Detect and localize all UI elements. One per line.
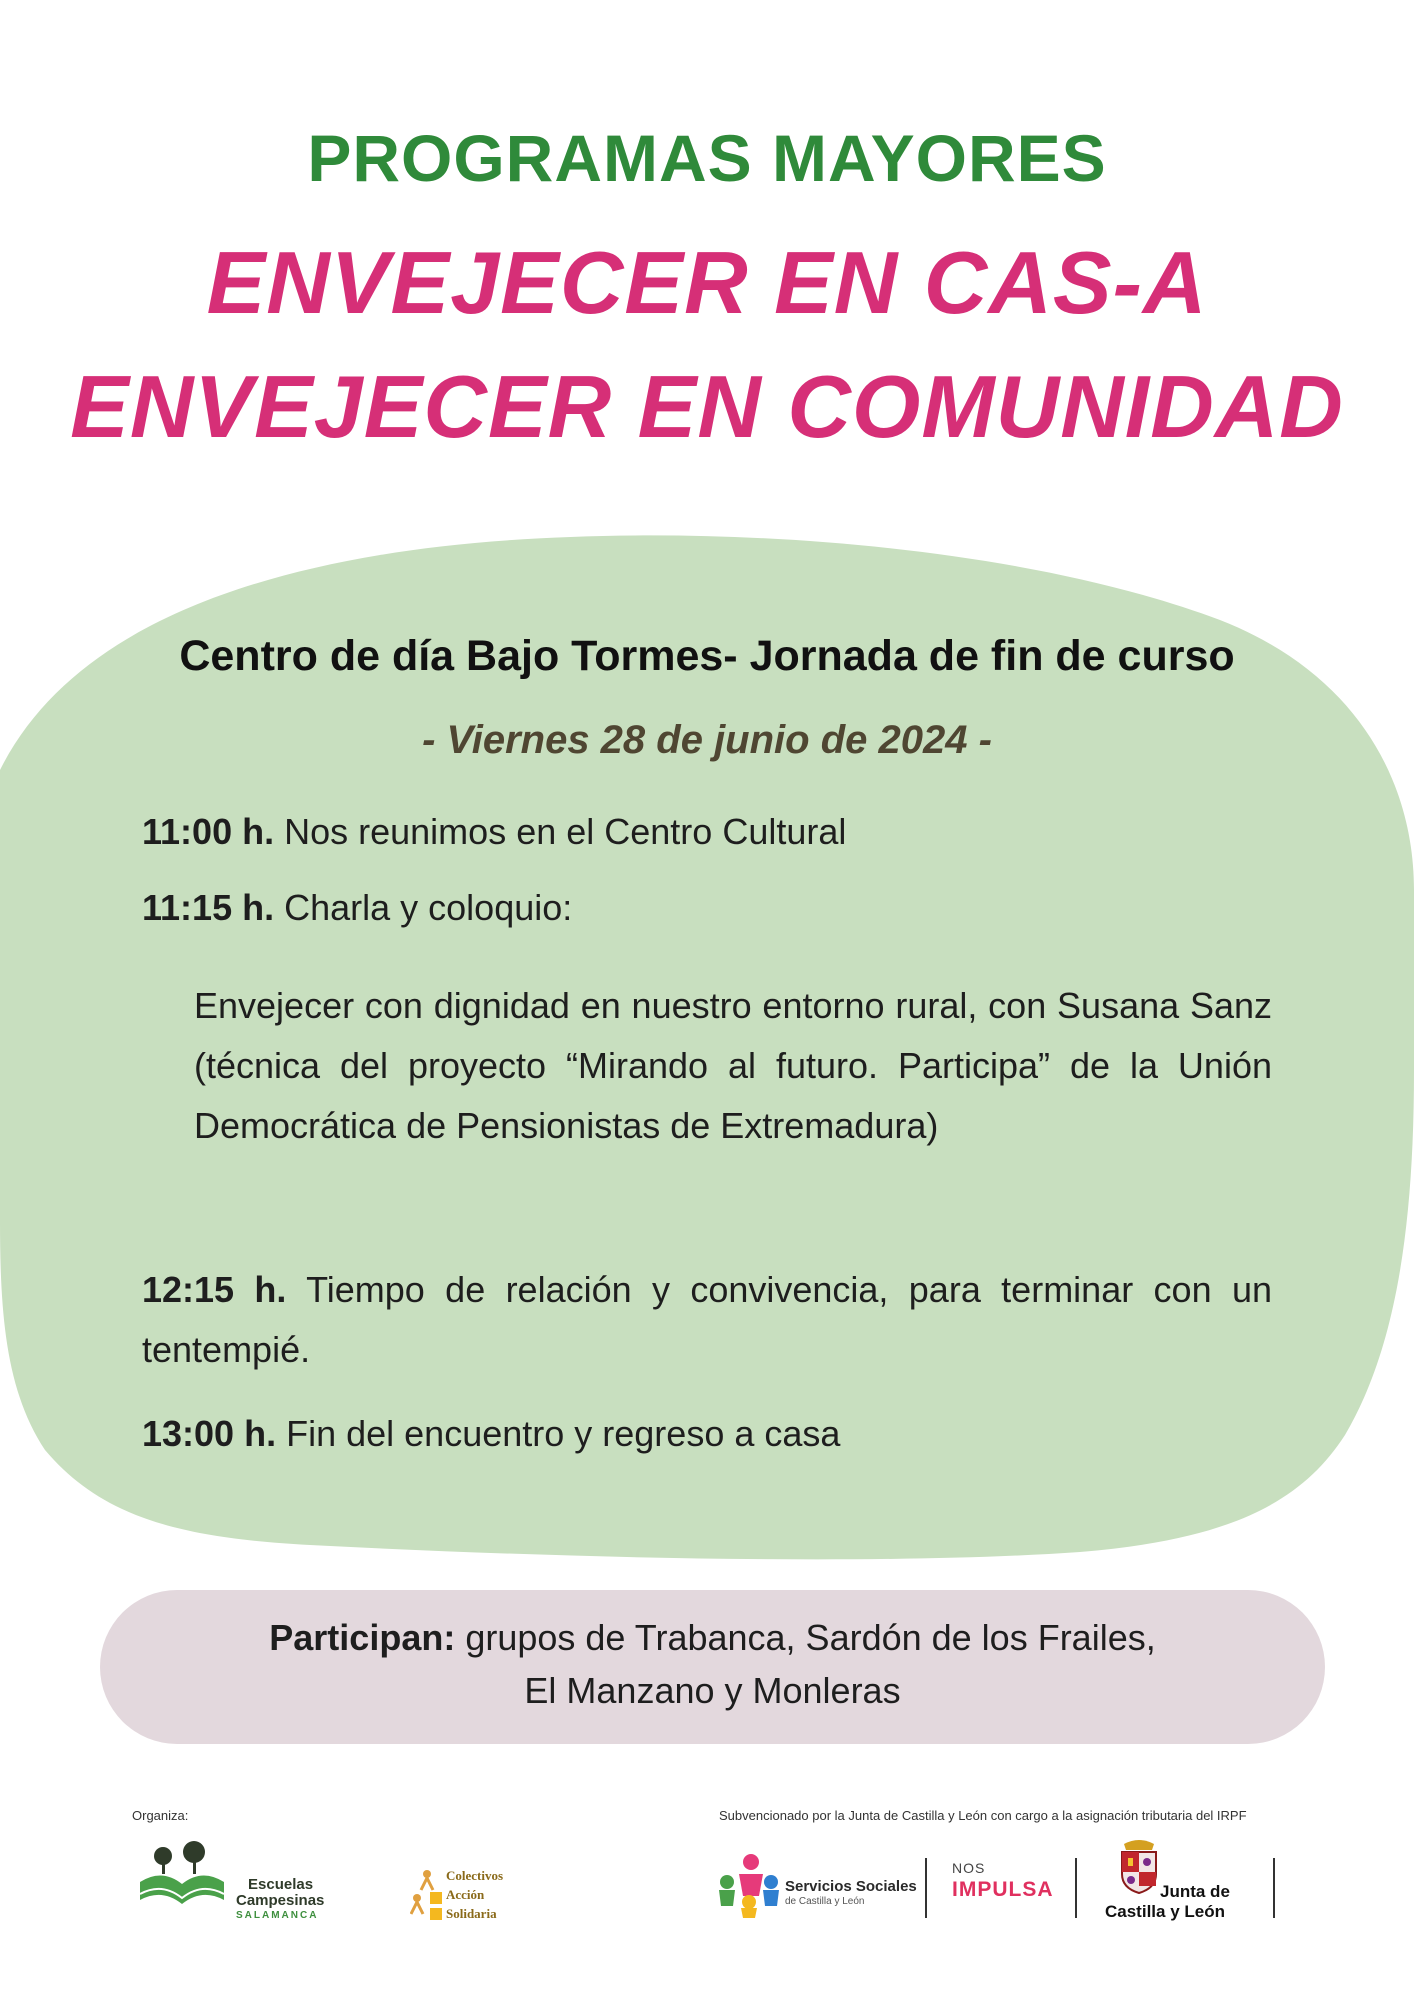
schedule-time: 11:00 h. — [142, 811, 275, 852]
subvencion-label: Subvencionado por la Junta de Castilla y León con cargo a la asignación tributaria del IRPF — [719, 1808, 1247, 1823]
puzzle-people-icon — [715, 1852, 783, 1918]
event-title: Centro de día Bajo Tormes- Jornada de fin de curso — [179, 632, 1235, 680]
coat-of-arms-icon — [1118, 1838, 1160, 1894]
schedule-time: 11:15 h. — [142, 887, 275, 928]
escuelas-campesinas-logo — [138, 1838, 348, 1928]
people-figures-icon — [410, 1868, 444, 1928]
schedule-item-1300 — [142, 1404, 1272, 1464]
schedule-text: Charla y coloquio: — [284, 887, 573, 928]
servicios-logo-line2: de Castilla y León — [785, 1896, 865, 1907]
event-date: - Viernes 28 de junio de 2024 - — [422, 718, 992, 762]
schedule-text: Tiempo de relación y convivencia, para terminar con un tentempié. — [142, 1269, 1272, 1370]
program-title: PROGRAMAS MAYORES — [307, 121, 1107, 195]
colectivos-logo-line1: Colectivos — [446, 1868, 504, 1883]
servicios-sociales-logo — [715, 1852, 920, 1922]
schedule-item-1115 — [142, 878, 1272, 938]
servicios-logo-line1: Servicios Sociales — [785, 1878, 917, 1895]
colectivos-logo-line3: Solidaria — [446, 1906, 497, 1921]
participants-line2: El Manzano y Monleras — [524, 1670, 901, 1711]
footer-divider-1 — [925, 1858, 927, 1918]
footer-divider-2 — [1075, 1858, 1077, 1918]
organiza-label: Organiza: — [132, 1808, 189, 1823]
colectivos-logo-line2: Acción — [446, 1887, 485, 1902]
junta-castilla-leon-logo — [1100, 1838, 1280, 1924]
colectivos-accion-solidaria-logo — [410, 1868, 540, 1930]
schedule-text: Nos reunimos en el Centro Cultural — [284, 811, 847, 852]
escuelas-logo-line2: Campesinas — [236, 1892, 325, 1909]
footer-divider-3 — [1273, 1858, 1275, 1918]
schedule-item-1215 — [142, 1260, 1272, 1380]
participants-label: Participan: — [269, 1617, 456, 1658]
schedule-item-1100 — [142, 802, 1272, 862]
talk-description: Envejecer con dignidad en nuestro entorno rural, con Susana Sanz (técnica del proyecto “Mirando al futuro. Participa” de la Unión Democrática de Pensionistas de Extremadura) — [194, 985, 1272, 1146]
participants-text — [100, 1611, 1325, 1717]
schedule-time: 12:15 h. — [142, 1269, 287, 1310]
escuelas-logo-line3: SALAMANCA — [236, 1910, 319, 1921]
junta-logo-line1: Junta de — [1160, 1882, 1230, 1901]
participants-line1: grupos de Trabanca, Sardón de los Frailes, — [465, 1617, 1156, 1658]
title-line-1: ENVEJECER EN CAS-A — [206, 233, 1208, 332]
impulsa-logo-line1: NOS — [952, 1860, 986, 1876]
schedule-text: Fin del encuentro y regreso a casa — [286, 1413, 841, 1454]
schedule-time: 13:00 h. — [142, 1413, 277, 1454]
title-line-2: ENVEJECER EN COMUNIDAD — [70, 357, 1344, 456]
book-trees-icon — [138, 1838, 228, 1918]
nos-impulsa-logo — [950, 1860, 1070, 1910]
impulsa-logo-line2: IMPULSA — [952, 1878, 1054, 1901]
junta-logo-line2: Castilla y León — [1105, 1902, 1225, 1921]
escuelas-logo-line1: Escuelas — [248, 1876, 314, 1893]
